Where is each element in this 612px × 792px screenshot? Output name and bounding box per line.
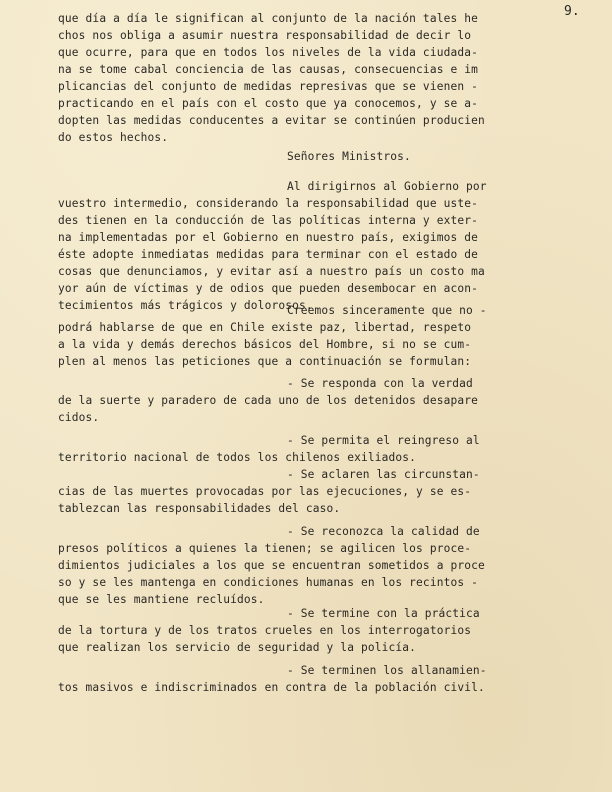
list-item: - Se permita el reingreso al <box>287 434 480 447</box>
text-line: yor aún de víctimas y de odios que pueden desembocar en acon- <box>58 282 479 295</box>
text-line: chos nos obliga a asumir nuestra responsabilidad de decir lo <box>58 29 472 42</box>
text-line: podrá hablarse de que en Chile existe paz, libertad, respeto <box>58 321 472 334</box>
list-item: - Se termine con la práctica <box>287 607 480 620</box>
text-line: tos masivos e indiscriminados en contra de la población civil. <box>58 681 485 694</box>
list-item: - Se aclaren las circunstan- <box>287 468 480 481</box>
text-line: plen al menos las peticiones que a continuación se formulan: <box>58 355 472 368</box>
text-line: na se tome cabal conciencia de las causas, consecuencias e im <box>58 63 479 76</box>
text-line: cosas que denunciamos, y evitar así a nuestro país un costo ma <box>58 265 485 278</box>
text-line: Creemos sinceramente que no - <box>287 304 487 317</box>
text-line: plicancias del conjunto de medidas represivas que se vienen - <box>58 80 479 93</box>
text-line: éste adopte inmediatas medidas para terminar con el estado de <box>58 248 479 261</box>
text-line: tecimientos más trágicos y dolorosos. <box>58 299 313 312</box>
text-line: do estos hechos. <box>58 131 169 144</box>
text-line: presos políticos a quienes la tienen; se agilicen los proce- <box>58 542 472 555</box>
text-line: tablezcan las responsabilidades del caso. <box>58 502 341 515</box>
text-line: de la suerte y paradero de cada uno de los detenidos desapare <box>58 394 479 407</box>
list-item: - Se terminen los allanamien- <box>287 664 487 677</box>
salutation: Señores Ministros. <box>287 150 411 163</box>
text-line: des tienen en la conducción de las políticas interna y exter- <box>58 214 479 227</box>
text-line: que ocurre, para que en todos los niveles de la vida ciudada- <box>58 46 479 59</box>
list-item: - Se reconozca la calidad de <box>287 525 480 538</box>
text-line: a la vida y demás derechos básicos del Hombre, si no se cum- <box>58 338 472 351</box>
text-line: de la tortura y de los tratos crueles en los interrogatorios <box>58 624 472 637</box>
list-item: - Se responda con la verdad <box>287 377 473 390</box>
text-line: territorio nacional de todos los chilenos exiliados. <box>58 451 417 464</box>
text-line: cias de las muertes provocadas por las ejecuciones, y se es- <box>58 485 472 498</box>
text-line: que realizan los servicio de seguridad y la policía. <box>58 641 417 654</box>
text-line: que se les mantiene recluídos. <box>58 593 265 606</box>
page-number: 9. <box>564 4 580 19</box>
text-line: na implementadas por el Gobierno en nuestro país, exigimos de <box>58 231 479 244</box>
text-line: que día a día le significan al conjunto de la nación tales he <box>58 12 479 25</box>
text-line: dopten las medidas conducentes a evitar se continúen producien <box>58 114 485 127</box>
text-line: cidos. <box>58 411 100 424</box>
text-line: vuestro intermedio, considerando la responsabilidad que uste- <box>58 197 479 210</box>
text-line: Al dirigirnos al Gobierno por <box>287 180 487 193</box>
text-line: so y se les mantenga en condiciones humanas en los recintos - <box>58 576 479 589</box>
text-line: dimientos judiciales a los que se encuentran sometidos a proce <box>58 559 485 572</box>
text-line: practicando en el país con el costo que ya conocemos, y se a- <box>58 97 479 110</box>
